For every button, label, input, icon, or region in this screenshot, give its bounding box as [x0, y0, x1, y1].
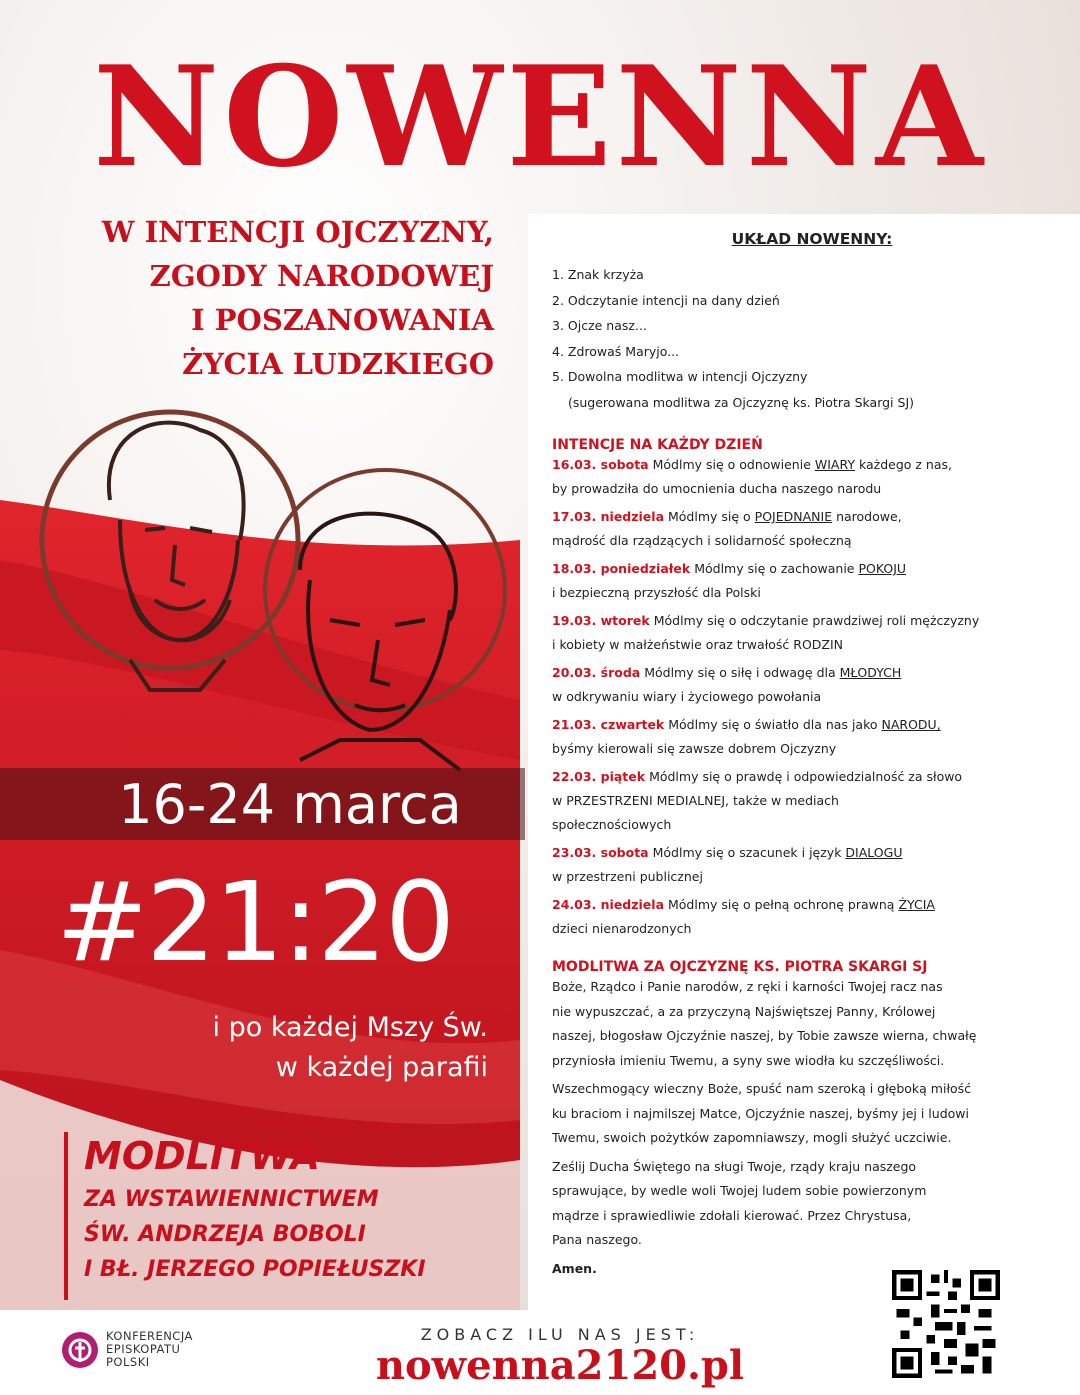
intent-item: [552, 661, 1052, 709]
intent-item: [552, 765, 1052, 837]
intent-date: 19.03. wtorek: [552, 613, 650, 628]
kep-logo-icon: [62, 1332, 98, 1368]
modlitwa-line: ŚW. ANDRZEJA BOBOLI: [84, 1222, 366, 1247]
prayer-paragraph: [552, 975, 1052, 1073]
prayer-line: mądrze i sprawiedliwie zdołali kierować. Przez Chrystusa,: [552, 1207, 912, 1223]
intent-text: Módlmy się o odczytanie prawdziwej roli mężczyzny: [653, 613, 980, 628]
after-mass-note: [48, 1008, 488, 1088]
uklad-list: [552, 262, 1052, 415]
intent-line: i bezpieczną przyszłość dla Polski: [552, 585, 761, 600]
intent-date: 21.03. czwartek: [552, 717, 665, 732]
intent-text: Módlmy się o zachowanie: [694, 561, 859, 576]
list-item: 5. Dowolna modlitwa w intencji Ojczyzny: [552, 369, 808, 384]
intent-line: dzieci nienarodzonych: [552, 921, 692, 936]
cross-icon: [62, 1332, 98, 1368]
intent-item: [552, 453, 1052, 501]
kep-logo-text: [106, 1330, 193, 1369]
prayer-line: Wszechmogący wieczny Boże, spuść nam szeroką i głęboką miłość: [552, 1081, 972, 1096]
intent-line: [552, 505, 1052, 529]
intent-item: [552, 893, 1052, 941]
intent-item: [552, 609, 1052, 657]
intent-line: byśmy kierowali się zawsze dobrem Ojczyzny: [552, 741, 837, 756]
logo-line: KONFERENCJA: [106, 1329, 193, 1343]
info-panel: [528, 214, 1080, 1310]
intent-keyword: POJEDNANIE: [754, 509, 833, 524]
intent-text: Módlmy się o prawdę i odpowiedzialność za słowo: [649, 769, 963, 784]
list-item: 3. Ojcze nasz...: [552, 318, 647, 333]
intent-line: by prowadziła do umocnienia ducha naszego narodu: [552, 481, 882, 496]
qr-code-icon[interactable]: [892, 1270, 1000, 1378]
logo-line: EPISKOPATU: [106, 1342, 181, 1356]
prayer-line: nie wypuszczać, a za przyczyną Najświętszej Panny, Królowej: [552, 1003, 936, 1019]
intent-line: [552, 841, 1052, 865]
intent-keyword: MŁODYCH: [839, 665, 902, 680]
prayer-line: Pana naszego.: [552, 1232, 642, 1247]
list-item: 1. Znak krzyża: [552, 267, 644, 282]
intent-line: i kobiety w małżeństwie oraz trwałość RODZIN: [552, 637, 844, 652]
intent-date: 24.03. niedziela: [552, 897, 665, 912]
zobacz-label: ZOBACZ ILU NAS JEST:: [420, 1325, 700, 1344]
list-item: 4. Zdrowaś Maryjo...: [552, 343, 680, 359]
subtitle-line: I POSZANOWANIA: [191, 303, 494, 337]
after-mass-line: i po każdej Mszy Św.: [212, 1012, 488, 1043]
prayer-line: przyniosła imieniu Twemu, a syny swe wiodła ku szczęśliwości.: [552, 1052, 945, 1068]
intent-line: w PRZESTRZENI MEDIALNEJ, także w mediach: [552, 793, 839, 808]
intent-keyword: DIALOGU: [845, 845, 903, 860]
intent-line: [552, 893, 1052, 917]
website-link[interactable]: nowenna2120.pl: [375, 1342, 745, 1389]
intent-text: Módlmy się o szacunek i język: [652, 845, 846, 860]
intent-date: 23.03. sobota: [552, 845, 649, 860]
page-title: NOWENNA: [93, 35, 987, 198]
modlitwa-divider: [64, 1132, 68, 1300]
subtitle-line: ŻYCIA LUDZKIEGO: [182, 347, 494, 381]
intent-date: 18.03. poniedziałek: [552, 561, 691, 576]
list-item: 2. Odczytanie intencji na dany dzień: [552, 292, 780, 308]
intent-keyword: NARODU,: [881, 717, 941, 732]
prayer-line: ku braciom i najmilszej Matce, Ojczyźnie naszej, byśmy jej i ludowi: [552, 1105, 969, 1121]
prayer-paragraph: [552, 1077, 1052, 1151]
intent-text: narodowe,: [832, 509, 902, 524]
intent-text: Módlmy się o: [668, 509, 755, 524]
prayer-amen: Amen.: [552, 1260, 597, 1276]
intent-line: [552, 609, 1052, 633]
intent-date: 20.03. środa: [552, 665, 641, 680]
subtitle-line: W INTENCJI OJCZYZNY,: [101, 215, 494, 249]
date-range: 16-24 marca: [118, 773, 462, 836]
intent-line: [552, 713, 1052, 737]
intent-line: w odkrywaniu wiary i życiowego powołania: [552, 689, 822, 704]
intent-line: [552, 453, 1052, 477]
prayer-line: Boże, Rządco i Panie narodów, z ręki i karności Twojej racz nas: [552, 979, 943, 994]
intent-item: [552, 557, 1052, 605]
prayer-line: naszej, błogosław Ojczyźnie naszej, by Tobie zawsze wierna, chwałę: [552, 1028, 977, 1043]
uklad-title: UKŁAD NOWENNY:: [731, 230, 893, 248]
intent-line: społecznościowych: [552, 817, 672, 832]
modlitwa-line: I BŁ. JERZEGO POPIEŁUSZKI: [84, 1257, 426, 1282]
prayer-line: Ześlij Ducha Świętego na sługi Twoje, rządy kraju naszego: [552, 1158, 917, 1174]
modlitwa-heading: MODLITWA: [84, 1134, 320, 1178]
intent-keyword: ŻYCIA: [898, 897, 935, 912]
logo-line: POLSKI: [106, 1355, 150, 1369]
prayer-title: MODLITWA ZA OJCZYZNĘ KS. PIOTRA SKARGI SJ: [552, 959, 928, 975]
intent-date: 16.03. sobota: [552, 457, 649, 472]
intent-line: [552, 765, 1052, 789]
modlitwa-line: ZA WSTAWIENNICTWEM: [84, 1187, 379, 1212]
intent-line: [552, 661, 1052, 685]
prayer-paragraph: [552, 1155, 1052, 1253]
intent-date: 17.03. niedziela: [552, 509, 665, 524]
after-mass-line: w każdej parafii: [275, 1052, 488, 1083]
intent-line: w przestrzeni publicznej: [552, 869, 703, 884]
intent-keyword: POKOJU: [858, 561, 907, 576]
intent-line: [552, 557, 1052, 581]
intent-date: 22.03. piątek: [552, 769, 646, 784]
intencje-list: [552, 453, 1052, 941]
intent-text: Módlmy się o siłę i odwagę dla: [644, 665, 840, 680]
intent-line: mądrość dla rządzących i solidarność społeczną: [552, 533, 852, 548]
subtitle-line: ZGODY NARODOWEJ: [149, 259, 494, 293]
intent-keyword: WIARY: [814, 457, 855, 472]
time-hashtag: #21:20: [56, 858, 454, 986]
list-item: (sugerowana modlitwa za Ojczyznę ks. Piotra Skargi SJ): [568, 394, 915, 410]
intent-item: [552, 841, 1052, 889]
prayer-line: Twemu, swoich pożytków zapomniawszy, mogli służyć uczciwie.: [552, 1130, 952, 1145]
intent-item: [552, 713, 1052, 761]
intent-text: każdego z nas,: [855, 457, 952, 472]
intent-text: Módlmy się o światło dla nas jako: [668, 717, 882, 732]
subtitle: [14, 210, 494, 386]
intent-text: Módlmy się o pełną ochronę prawną: [668, 897, 899, 912]
prayer-text: [552, 975, 1052, 1281]
intencje-title: INTENCJE NA KAŻDY DZIEŃ: [552, 437, 763, 453]
intent-item: [552, 505, 1052, 553]
prayer-line: sprawujące, by wedle woli Twojej ludem sobie powierzonym: [552, 1183, 927, 1198]
intent-text: Módlmy się o odnowienie: [652, 457, 815, 472]
modlitwa-block: [84, 1130, 514, 1287]
